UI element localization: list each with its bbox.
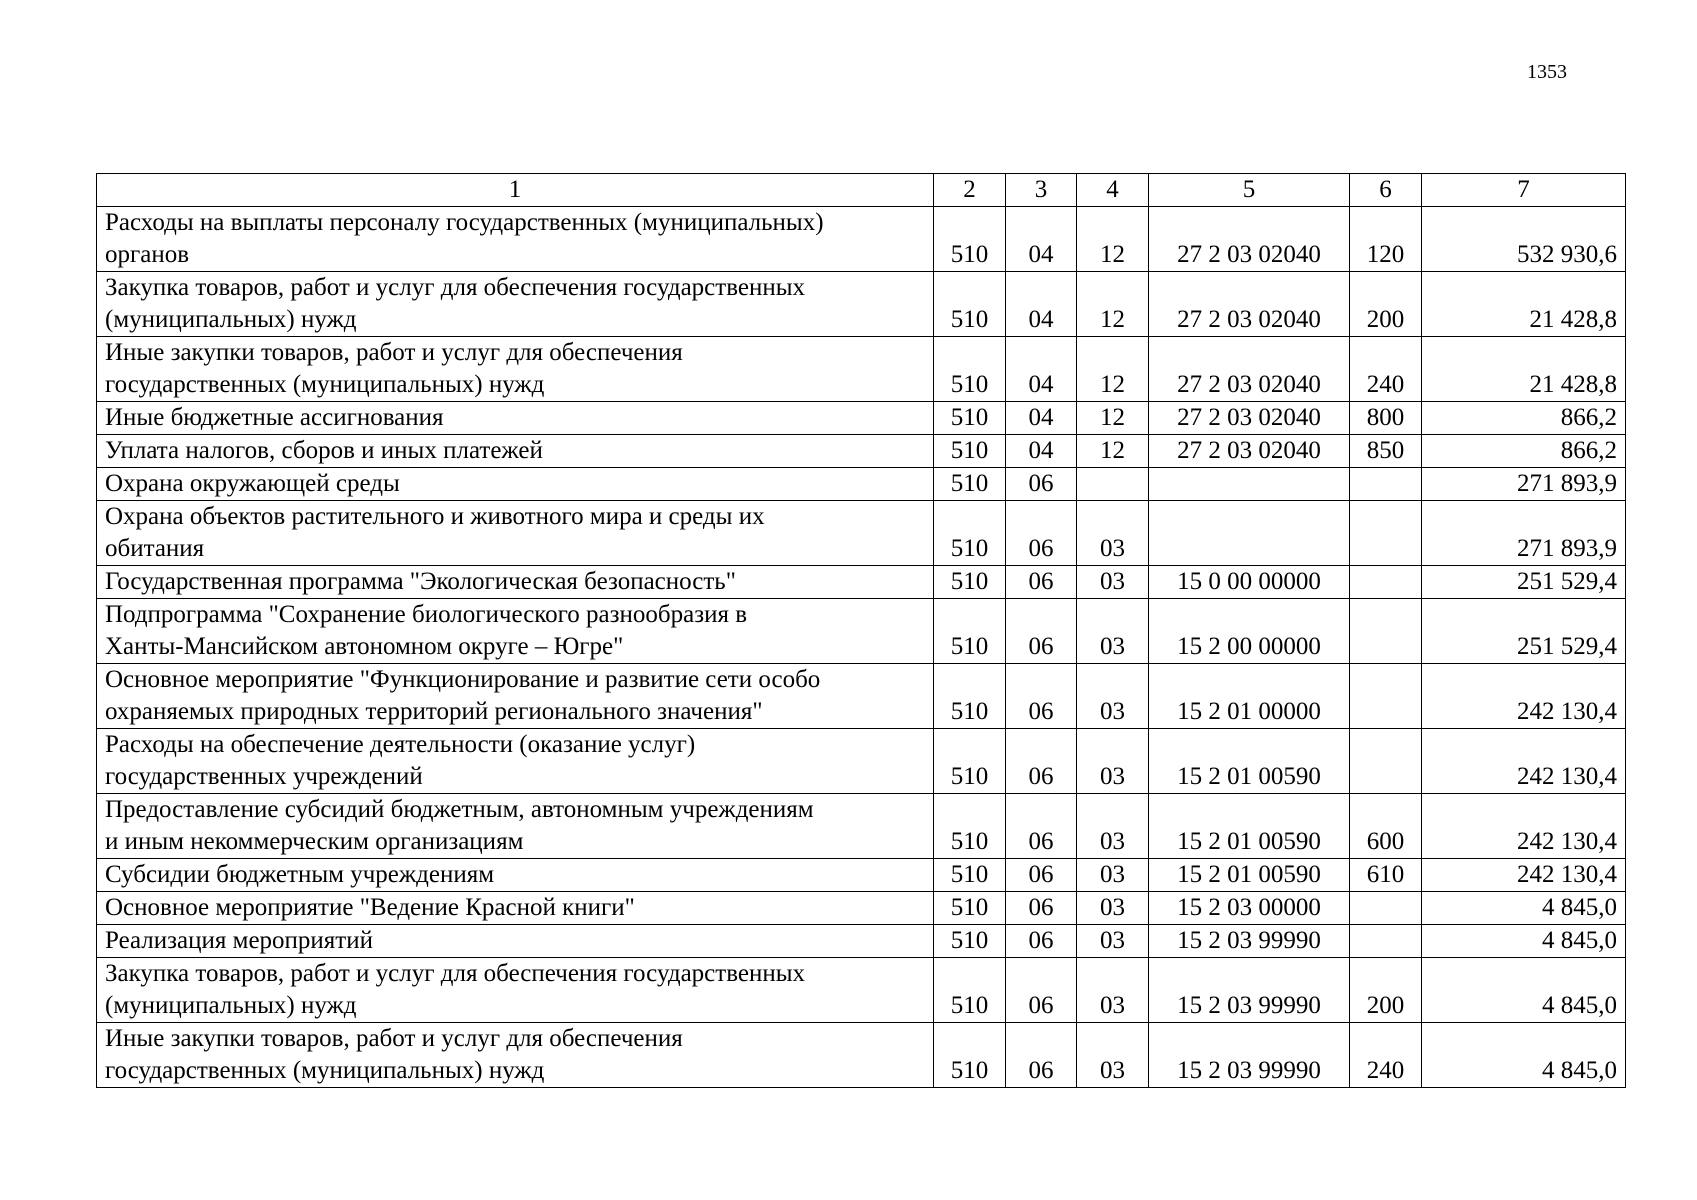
header-col-1: 1 bbox=[97, 174, 934, 207]
header-col-2: 2 bbox=[934, 174, 1006, 207]
row-name-line: Государственная программа "Экологическая безопасность" bbox=[105, 568, 736, 595]
row-col-2: 510 bbox=[934, 272, 1006, 337]
row-col-7: 242 130,4 bbox=[1422, 664, 1626, 729]
row-name-line: Иные бюджетные ассигнования bbox=[105, 404, 444, 431]
row-col-2: 510 bbox=[934, 664, 1006, 729]
row-col-7: 271 893,9 bbox=[1422, 468, 1626, 501]
row-name-line: Ханты-Мансийском автономном округе – Югре" bbox=[105, 633, 624, 660]
row-col-3: 04 bbox=[1006, 435, 1077, 468]
row-name-line: Основное мероприятие "Функционирование и развитие сети особо bbox=[105, 666, 821, 693]
row-col-7: 242 130,4 bbox=[1422, 729, 1626, 794]
row-name-line: Закупка товаров, работ и услуг для обеспечения государственных bbox=[105, 960, 806, 987]
row-col-4: 03 bbox=[1077, 566, 1149, 599]
row-col-4 bbox=[1077, 468, 1149, 501]
row-name-cell bbox=[97, 435, 934, 468]
row-col-6: 200 bbox=[1350, 272, 1422, 337]
row-col-5: 15 2 03 99990 bbox=[1149, 1023, 1350, 1088]
row-name-cell bbox=[97, 664, 934, 729]
row-col-2: 510 bbox=[934, 207, 1006, 272]
row-col-5: 15 2 01 00000 bbox=[1149, 664, 1350, 729]
row-name-line: (муниципальных) нужд bbox=[105, 306, 357, 333]
row-col-3: 06 bbox=[1006, 925, 1077, 958]
row-col-3: 04 bbox=[1006, 402, 1077, 435]
row-col-3: 06 bbox=[1006, 566, 1077, 599]
row-col-5: 15 2 03 99990 bbox=[1149, 958, 1350, 1023]
header-col-7: 7 bbox=[1422, 174, 1626, 207]
row-col-3: 06 bbox=[1006, 859, 1077, 892]
row-col-7: 21 428,8 bbox=[1422, 272, 1626, 337]
table-row bbox=[97, 794, 1626, 859]
row-name-cell bbox=[97, 958, 934, 1023]
row-name-line: Расходы на обеспечение деятельности (оказание услуг) bbox=[105, 731, 696, 758]
table-row bbox=[97, 1023, 1626, 1088]
row-col-7: 271 893,9 bbox=[1422, 501, 1626, 566]
row-name-cell bbox=[97, 859, 934, 892]
row-col-7: 242 130,4 bbox=[1422, 859, 1626, 892]
row-col-6 bbox=[1350, 599, 1422, 664]
row-name-line: (муниципальных) нужд bbox=[105, 992, 357, 1019]
table-row bbox=[97, 599, 1626, 664]
row-name-line: Иные закупки товаров, работ и услуг для обеспечения bbox=[105, 1025, 683, 1052]
row-col-4: 12 bbox=[1077, 435, 1149, 468]
row-col-5: 15 2 00 00000 bbox=[1149, 599, 1350, 664]
row-col-6: 120 bbox=[1350, 207, 1422, 272]
row-name-line: Реализация мероприятий bbox=[105, 927, 373, 954]
row-name-line: обитания bbox=[105, 535, 205, 562]
table-row bbox=[97, 566, 1626, 599]
row-col-2: 510 bbox=[934, 501, 1006, 566]
row-col-3: 06 bbox=[1006, 958, 1077, 1023]
row-col-4: 03 bbox=[1077, 925, 1149, 958]
row-col-6 bbox=[1350, 925, 1422, 958]
row-col-5: 15 2 01 00590 bbox=[1149, 729, 1350, 794]
row-col-4: 03 bbox=[1077, 794, 1149, 859]
row-col-3: 04 bbox=[1006, 207, 1077, 272]
row-col-5: 27 2 03 02040 bbox=[1149, 337, 1350, 402]
row-col-4: 03 bbox=[1077, 1023, 1149, 1088]
table-row bbox=[97, 468, 1626, 501]
row-col-4: 03 bbox=[1077, 892, 1149, 925]
row-col-6 bbox=[1350, 501, 1422, 566]
row-col-2: 510 bbox=[934, 337, 1006, 402]
row-col-5 bbox=[1149, 468, 1350, 501]
row-col-7: 4 845,0 bbox=[1422, 1023, 1626, 1088]
row-col-2: 510 bbox=[934, 794, 1006, 859]
table-row bbox=[97, 892, 1626, 925]
table-row bbox=[97, 337, 1626, 402]
row-col-3: 06 bbox=[1006, 892, 1077, 925]
row-col-2: 510 bbox=[934, 1023, 1006, 1088]
row-col-5: 27 2 03 02040 bbox=[1149, 207, 1350, 272]
row-name-cell bbox=[97, 925, 934, 958]
table-row bbox=[97, 859, 1626, 892]
row-name-line: государственных учреждений bbox=[105, 763, 423, 790]
row-col-5: 15 0 00 00000 bbox=[1149, 566, 1350, 599]
row-name-line: и иным некоммерческим организациям bbox=[105, 828, 524, 855]
row-name-line: Закупка товаров, работ и услуг для обеспечения государственных bbox=[105, 274, 806, 301]
table-row bbox=[97, 729, 1626, 794]
row-col-7: 242 130,4 bbox=[1422, 794, 1626, 859]
row-col-6: 240 bbox=[1350, 1023, 1422, 1088]
row-col-4: 12 bbox=[1077, 207, 1149, 272]
row-col-4: 03 bbox=[1077, 664, 1149, 729]
row-col-6: 800 bbox=[1350, 402, 1422, 435]
table-row bbox=[97, 501, 1626, 566]
row-col-7: 532 930,6 bbox=[1422, 207, 1626, 272]
row-col-4: 12 bbox=[1077, 337, 1149, 402]
row-col-3: 04 bbox=[1006, 272, 1077, 337]
row-name-cell bbox=[97, 402, 934, 435]
row-name-cell bbox=[97, 729, 934, 794]
row-col-5: 15 2 01 00590 bbox=[1149, 859, 1350, 892]
row-col-5: 15 2 03 00000 bbox=[1149, 892, 1350, 925]
row-col-6: 200 bbox=[1350, 958, 1422, 1023]
row-col-3: 06 bbox=[1006, 729, 1077, 794]
table-row bbox=[97, 272, 1626, 337]
row-col-6: 850 bbox=[1350, 435, 1422, 468]
row-col-6 bbox=[1350, 664, 1422, 729]
header-col-4: 4 bbox=[1077, 174, 1149, 207]
budget-table bbox=[96, 173, 1626, 1088]
row-name-line: Предоставление субсидий бюджетным, автономным учреждениям bbox=[105, 796, 814, 823]
header-row bbox=[97, 174, 1626, 207]
row-col-5: 15 2 01 00590 bbox=[1149, 794, 1350, 859]
row-name-line: Уплата налогов, сборов и иных платежей bbox=[105, 437, 543, 464]
row-col-6 bbox=[1350, 729, 1422, 794]
row-name-line: охраняемых природных территорий регионального значения" bbox=[105, 698, 763, 725]
row-col-4: 03 bbox=[1077, 729, 1149, 794]
row-col-7: 21 428,8 bbox=[1422, 337, 1626, 402]
row-col-3: 06 bbox=[1006, 794, 1077, 859]
row-col-3: 06 bbox=[1006, 501, 1077, 566]
row-col-7: 866,2 bbox=[1422, 402, 1626, 435]
row-name-cell bbox=[97, 599, 934, 664]
row-name-cell bbox=[97, 272, 934, 337]
row-col-6 bbox=[1350, 566, 1422, 599]
table-row bbox=[97, 664, 1626, 729]
row-name-line: государственных (муниципальных) нужд bbox=[105, 371, 545, 398]
row-name-cell bbox=[97, 337, 934, 402]
row-col-2: 510 bbox=[934, 599, 1006, 664]
row-name-line: государственных (муниципальных) нужд bbox=[105, 1057, 545, 1084]
row-name-line: органов bbox=[105, 241, 190, 268]
row-name-line: Подпрограмма "Сохранение биологического разнообразия в bbox=[105, 601, 748, 628]
row-col-2: 510 bbox=[934, 892, 1006, 925]
row-col-6: 610 bbox=[1350, 859, 1422, 892]
row-col-6: 600 bbox=[1350, 794, 1422, 859]
row-col-3: 06 bbox=[1006, 664, 1077, 729]
row-name-line: Субсидии бюджетным учреждениям bbox=[105, 861, 495, 888]
row-col-2: 510 bbox=[934, 468, 1006, 501]
row-col-4: 03 bbox=[1077, 859, 1149, 892]
row-col-4: 03 bbox=[1077, 599, 1149, 664]
row-name-cell bbox=[97, 207, 934, 272]
table-row bbox=[97, 402, 1626, 435]
row-col-7: 4 845,0 bbox=[1422, 892, 1626, 925]
row-col-3: 06 bbox=[1006, 599, 1077, 664]
row-col-4: 12 bbox=[1077, 402, 1149, 435]
table-row bbox=[97, 435, 1626, 468]
row-col-7: 4 845,0 bbox=[1422, 925, 1626, 958]
row-name-cell bbox=[97, 501, 934, 566]
table-row bbox=[97, 925, 1626, 958]
row-name-line: Охрана окружающей среды bbox=[105, 470, 400, 497]
row-col-2: 510 bbox=[934, 729, 1006, 794]
row-col-2: 510 bbox=[934, 566, 1006, 599]
row-col-5: 27 2 03 02040 bbox=[1149, 435, 1350, 468]
row-name-line: Расходы на выплаты персоналу государственных (муниципальных) bbox=[105, 209, 824, 236]
table-row bbox=[97, 958, 1626, 1023]
row-name-cell bbox=[97, 1023, 934, 1088]
header-col-5: 5 bbox=[1149, 174, 1350, 207]
row-col-5: 27 2 03 02040 bbox=[1149, 402, 1350, 435]
row-col-5 bbox=[1149, 501, 1350, 566]
row-col-7: 866,2 bbox=[1422, 435, 1626, 468]
row-col-6 bbox=[1350, 892, 1422, 925]
row-col-3: 04 bbox=[1006, 337, 1077, 402]
page-number: 1353 bbox=[1527, 61, 1567, 83]
row-col-4: 03 bbox=[1077, 501, 1149, 566]
row-col-3: 06 bbox=[1006, 468, 1077, 501]
row-col-7: 4 845,0 bbox=[1422, 958, 1626, 1023]
row-col-4: 03 bbox=[1077, 958, 1149, 1023]
row-col-2: 510 bbox=[934, 435, 1006, 468]
row-col-4: 12 bbox=[1077, 272, 1149, 337]
table-row bbox=[97, 207, 1626, 272]
row-col-2: 510 bbox=[934, 958, 1006, 1023]
row-col-3: 06 bbox=[1006, 1023, 1077, 1088]
row-name-cell bbox=[97, 566, 934, 599]
row-col-6 bbox=[1350, 468, 1422, 501]
row-col-2: 510 bbox=[934, 859, 1006, 892]
row-name-cell bbox=[97, 794, 934, 859]
row-col-2: 510 bbox=[934, 925, 1006, 958]
row-col-5: 15 2 03 99990 bbox=[1149, 925, 1350, 958]
header-col-6: 6 bbox=[1350, 174, 1422, 207]
row-col-5: 27 2 03 02040 bbox=[1149, 272, 1350, 337]
row-col-6: 240 bbox=[1350, 337, 1422, 402]
header-col-3: 3 bbox=[1006, 174, 1077, 207]
row-name-cell bbox=[97, 892, 934, 925]
row-name-line: Иные закупки товаров, работ и услуг для обеспечения bbox=[105, 339, 683, 366]
row-col-7: 251 529,4 bbox=[1422, 599, 1626, 664]
row-name-line: Охрана объектов растительного и животного мира и среды их bbox=[105, 503, 765, 530]
row-name-cell bbox=[97, 468, 934, 501]
row-name-line: Основное мероприятие "Ведение Красной книги" bbox=[105, 894, 635, 921]
row-col-7: 251 529,4 bbox=[1422, 566, 1626, 599]
row-col-2: 510 bbox=[934, 402, 1006, 435]
